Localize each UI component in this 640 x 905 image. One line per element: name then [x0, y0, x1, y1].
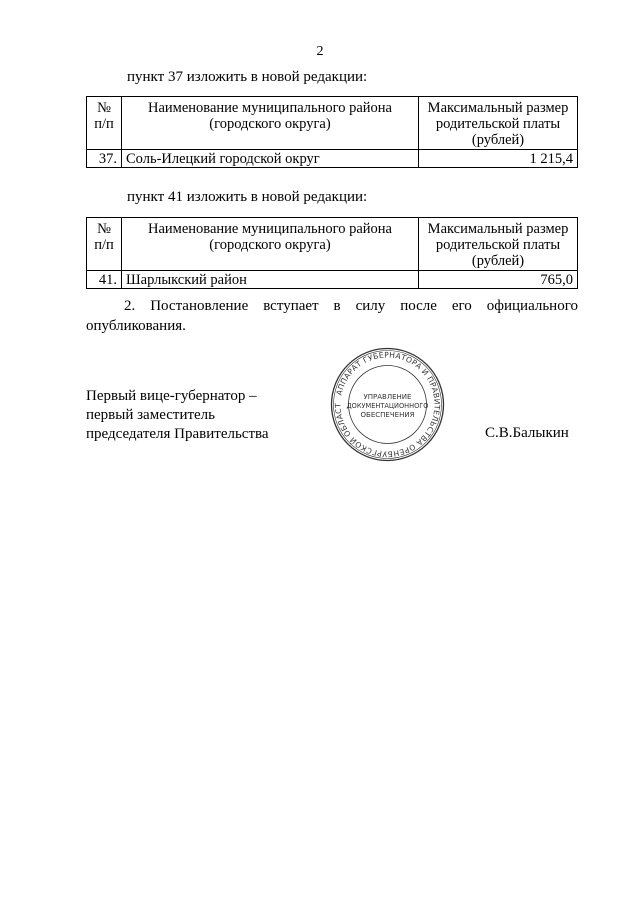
row-name: Соль-Илецкий городской округ [122, 150, 419, 168]
seal-center-line2: ДОКУМЕНТАЦИОННОГО [346, 402, 429, 410]
row-num: 41. [87, 271, 122, 289]
table-header-row [87, 218, 578, 271]
page-number: 2 [316, 44, 324, 59]
row-num: 37. [87, 150, 122, 168]
table-header-row [87, 97, 578, 150]
header-max: Максимальный размер родительской платы (рублей) [419, 97, 578, 150]
seal-center-line1: УПРАВЛЕНИЕ [363, 393, 412, 401]
section1-table [86, 96, 578, 168]
section2-table [86, 217, 578, 289]
header-name: Наименование муниципального района (городского округа) [122, 218, 419, 271]
header-name: Наименование муниципального района (городского округа) [122, 97, 419, 150]
seal-graphic [330, 347, 445, 462]
row-value: 1 215,4 [419, 150, 578, 168]
header-num: № п/п [87, 97, 122, 150]
row-name: Шарлыкский район [122, 271, 419, 289]
official-seal [330, 347, 445, 462]
header-max: Максимальный размер родительской платы (рублей) [419, 218, 578, 271]
row-value: 765,0 [419, 271, 578, 289]
signer-title-line1: Первый вице-губернатор – [86, 388, 257, 404]
seal-center-line3: ОБЕСПЕЧЕНИЯ [360, 411, 415, 419]
signer-title-line3: председателя Правительства [86, 426, 269, 442]
paragraph-2: 2. Постановление вступает в силу после его официального опубликования. [86, 298, 578, 334]
signer-block [86, 387, 269, 444]
table-row [87, 271, 578, 289]
signer-name: С.В.Балыкин [485, 425, 569, 441]
section2-intro: пункт 41 изложить в новой редакции: [127, 189, 368, 205]
header-num: № п/п [87, 218, 122, 271]
seal-ring-text: АППАРАТ ГУБЕРНАТОРА И ПРАВИТЕЛЬСТВА ОРЕНБУРГСКОЙ ОБЛАСТ [333, 350, 442, 459]
table-row [87, 150, 578, 168]
signer-title-line2: первый заместитель [86, 407, 216, 423]
section1-intro: пункт 37 изложить в новой редакции: [127, 69, 368, 85]
